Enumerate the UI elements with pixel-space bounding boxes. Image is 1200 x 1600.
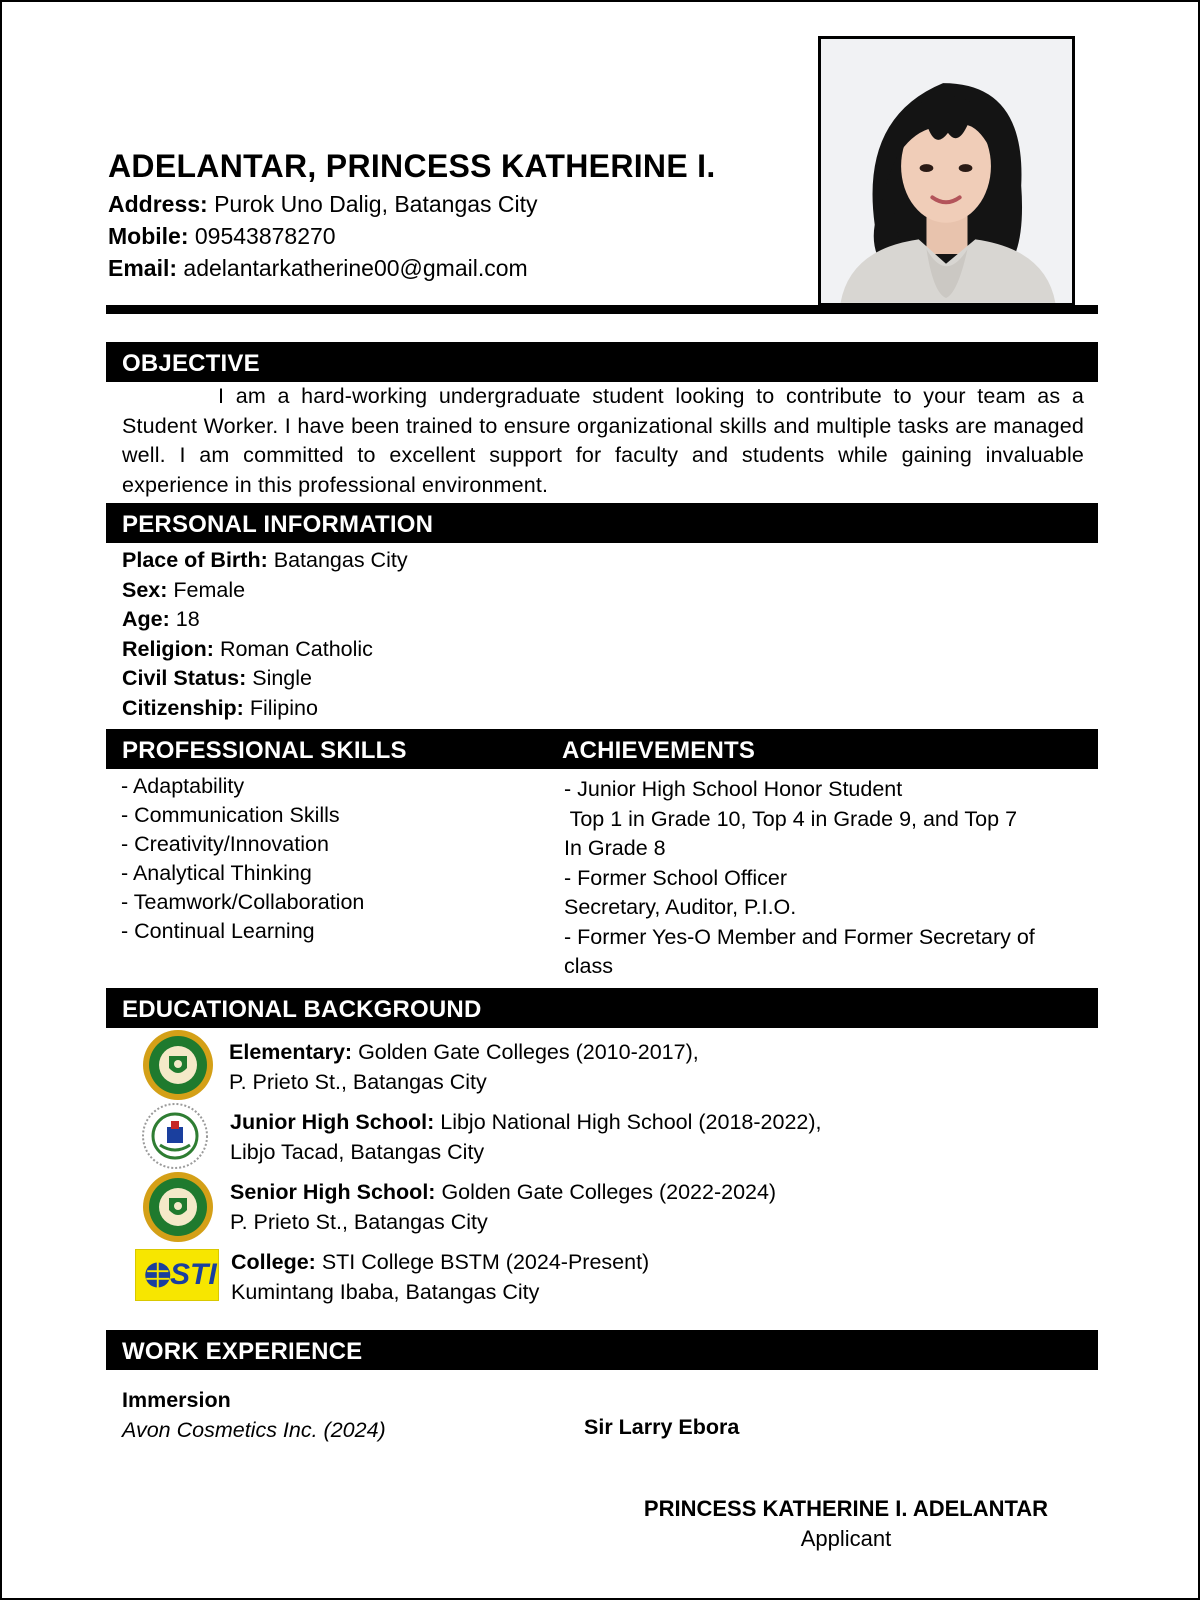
email-line (108, 255, 528, 282)
personal-info-row (122, 576, 408, 606)
list-item: - Analytical Thinking (121, 861, 312, 885)
list-item: - Creativity/Innovation (121, 832, 329, 856)
info-value: 18 (175, 607, 200, 631)
list-item: class (564, 954, 613, 978)
golden-gate-seal-icon (141, 1170, 215, 1244)
personal-info-heading: PERSONAL INFORMATION (122, 511, 434, 538)
list-item: - Continual Learning (121, 919, 315, 943)
work-company: Avon Cosmetics Inc. (2024) (122, 1417, 386, 1442)
mobile-line (108, 223, 336, 250)
education-address: Libjo Tacad, Batangas City (230, 1139, 485, 1164)
email-value: adelantarkatherine00@gmail.com (183, 255, 528, 281)
education-junior-high (230, 1108, 822, 1167)
education-heading: EDUCATIONAL BACKGROUND (122, 996, 482, 1023)
libjo-nhs-seal-icon (138, 1099, 212, 1173)
list-item: Secretary, Auditor, P.I.O. (564, 895, 797, 919)
personal-info-row (122, 635, 408, 665)
education-school: Golden Gate Colleges (2010-2017), (358, 1040, 699, 1064)
personal-info-heading-bar (106, 503, 1098, 543)
info-label: Place of Birth: (122, 548, 268, 572)
education-elementary (229, 1038, 699, 1097)
education-college (231, 1248, 649, 1307)
list-item: Top 1 in Grade 10, Top 4 in Grade 9, and Top 7 (564, 806, 1018, 831)
address-value: Purok Uno Dalig, Batangas City (214, 191, 538, 217)
list-item: - Former School Officer (564, 865, 788, 890)
applicant-photo (818, 36, 1075, 306)
info-label: Civil Status: (122, 666, 247, 690)
objective-heading: OBJECTIVE (122, 350, 260, 377)
list-item: - Former Yes-O Member and Former Secretary of (564, 924, 1035, 949)
objective-text: I am a hard-working undergraduate student looking to contribute to your team as a Student Worker. I have been trained to ensure organizational skills and multiple tasks are managed well. I am committed to excellent support for faculty and students while gaining invaluable experience in this professional environment. (122, 384, 1084, 497)
signature-name: PRINCESS KATHERINE I. ADELANTAR (643, 1496, 1049, 1521)
work-heading-bar (106, 1330, 1098, 1370)
objective-text-block (122, 382, 1084, 500)
personal-info-row (122, 605, 408, 635)
skills-achievements-bar (106, 729, 1098, 769)
address-line (108, 191, 538, 218)
education-heading-bar (106, 988, 1098, 1028)
education-level: Elementary: (229, 1040, 353, 1064)
list-item: In Grade 8 (564, 836, 666, 860)
list-item: - Adaptability (121, 774, 245, 798)
list-item: - Communication Skills (121, 803, 340, 827)
education-school: Libjo National High School (2018-2022), (440, 1110, 822, 1134)
education-address: Kumintang Ibaba, Batangas City (231, 1279, 540, 1304)
applicant-name: ADELANTAR, PRINCESS KATHERINE I. (108, 148, 716, 184)
education-school: Golden Gate Colleges (2022-2024) (441, 1180, 777, 1204)
info-value: Batangas City (273, 548, 408, 572)
education-level: College: (231, 1250, 316, 1274)
education-senior-high (230, 1178, 776, 1237)
info-label: Sex: (122, 577, 168, 602)
skills-heading: PROFESSIONAL SKILLS (122, 737, 407, 764)
objective-heading-bar (106, 342, 1098, 382)
sti-logo-icon (135, 1249, 219, 1301)
info-value: Filipino (249, 695, 318, 720)
personal-info-row (122, 546, 408, 576)
info-label: Citizenship: (122, 695, 244, 720)
work-heading: WORK EXPERIENCE (122, 1338, 363, 1365)
personal-info-row (122, 694, 408, 724)
skills-list (121, 772, 364, 946)
info-value: Single (252, 666, 312, 690)
achievements-heading: ACHIEVEMENTS (562, 737, 756, 764)
work-entry (122, 1386, 386, 1445)
header-divider (106, 305, 1098, 314)
education-address: P. Prieto St., Batangas City (230, 1209, 488, 1234)
email-label: Email: (108, 255, 178, 281)
info-value: Roman Catholic (219, 636, 373, 661)
portrait-image (821, 39, 1072, 303)
education-school: STI College BSTM (2024-Present) (321, 1250, 650, 1274)
sti-logo-text: STI (170, 1258, 217, 1291)
education-address: P. Prieto St., Batangas City (229, 1069, 487, 1094)
work-role: Immersion (122, 1388, 231, 1412)
work-reference: Sir Larry Ebora (584, 1415, 740, 1439)
golden-gate-seal-icon (141, 1028, 215, 1102)
list-item: - Junior High School Honor Student (564, 777, 903, 801)
education-level: Junior High School: (230, 1110, 435, 1134)
list-item: - Teamwork/Collaboration (121, 890, 365, 914)
personal-info-row (122, 664, 408, 694)
personal-info-list (122, 546, 408, 723)
achievements-list (564, 775, 1104, 982)
mobile-label: Mobile: (108, 223, 189, 249)
info-label: Age: (122, 607, 170, 631)
signature-role: Applicant (800, 1526, 892, 1551)
education-level: Senior High School: (230, 1180, 436, 1204)
mobile-value: 09543878270 (194, 223, 336, 249)
info-label: Religion: (122, 636, 214, 661)
info-value: Female (173, 577, 246, 602)
address-label: Address: (108, 191, 208, 217)
